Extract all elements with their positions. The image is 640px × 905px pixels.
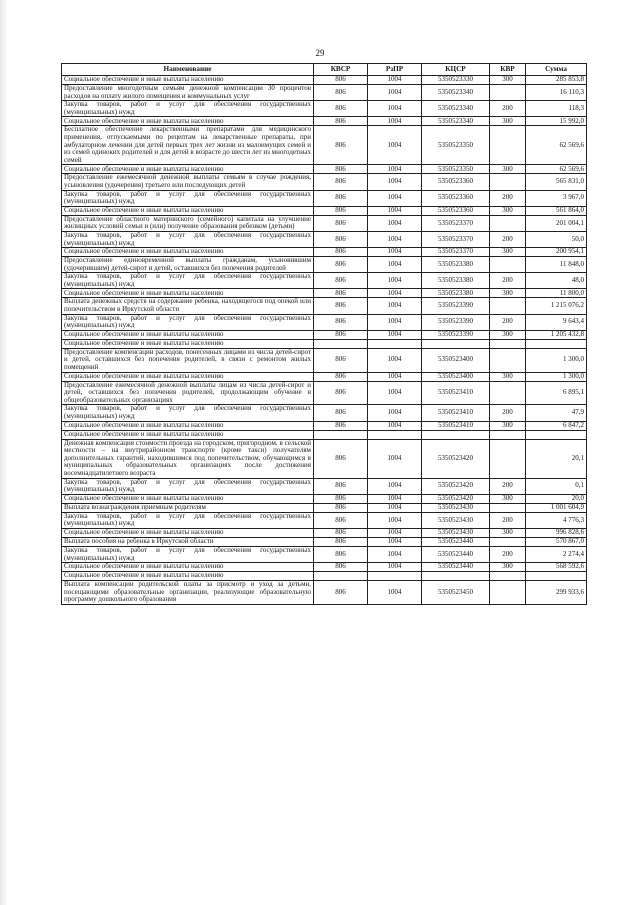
cell-rzpr: 1004 xyxy=(368,546,422,562)
cell-sum xyxy=(526,572,587,581)
cell-kvsr xyxy=(314,339,368,348)
header-kvr: КВР xyxy=(490,64,526,76)
cell-kvr: 300 xyxy=(490,117,526,126)
table-row xyxy=(62,101,587,117)
cell-name: Предоставление многодетным семьям денежной компенсации 30 процентов расходов на оплату жилого помещения и коммунальных услуг xyxy=(62,85,314,101)
cell-kvr: 300 xyxy=(490,248,526,257)
cell-ksr: 5350523340 xyxy=(422,101,490,117)
table-row xyxy=(62,381,587,405)
cell-rzpr: 1004 xyxy=(368,314,422,330)
cell-kvsr: 806 xyxy=(314,289,368,298)
cell-kvsr: 806 xyxy=(314,126,368,165)
cell-ksr: 5350523350 xyxy=(422,126,490,165)
cell-ksr: 5350523380 xyxy=(422,289,490,298)
cell-name: Закупка товаров, работ и услуг для обеспечения государственных (муниципальных) нужд xyxy=(62,405,314,421)
cell-name: Социальное обеспечение и иные выплаты населению xyxy=(62,165,314,174)
table-row xyxy=(62,439,587,478)
table-row xyxy=(62,298,587,314)
cell-ksr: 5350523350 xyxy=(422,165,490,174)
cell-kvr: 200 xyxy=(490,190,526,206)
cell-sum: 48,0 xyxy=(526,273,587,289)
cell-name: Закупка товаров, работ и услуг для обеспечения государственных (муниципальных) нужд xyxy=(62,273,314,289)
cell-sum: 1 205 432,8 xyxy=(526,330,587,339)
cell-kvr: 200 xyxy=(490,405,526,421)
cell-ksr: 5350523450 xyxy=(422,581,490,605)
cell-name: Социальное обеспечение и иные выплаты населению xyxy=(62,76,314,85)
table-row xyxy=(62,528,587,537)
cell-ksr xyxy=(422,339,490,348)
cell-kvsr: 806 xyxy=(314,206,368,215)
cell-ksr: 5350523420 xyxy=(422,478,490,494)
cell-kvsr: 806 xyxy=(314,190,368,206)
cell-rzpr: 1004 xyxy=(368,85,422,101)
cell-kvr xyxy=(490,126,526,165)
cell-kvsr: 806 xyxy=(314,528,368,537)
cell-ksr: 5350523400 xyxy=(422,372,490,381)
cell-kvsr: 806 xyxy=(314,478,368,494)
cell-kvr: 300 xyxy=(490,372,526,381)
table-row xyxy=(62,430,587,439)
cell-kvr xyxy=(490,537,526,546)
cell-ksr: 5350523360 xyxy=(422,206,490,215)
cell-sum: 285 853,8 xyxy=(526,76,587,85)
cell-sum: 561 864,0 xyxy=(526,206,587,215)
cell-sum: 1 300,0 xyxy=(526,372,587,381)
scan-edge-shadow xyxy=(0,0,8,905)
cell-kvsr: 806 xyxy=(314,381,368,405)
cell-sum: 1 215 076,2 xyxy=(526,298,587,314)
cell-sum xyxy=(526,430,587,439)
table-row xyxy=(62,330,587,339)
cell-ksr: 5350523330 xyxy=(422,76,490,85)
cell-kvr xyxy=(490,257,526,273)
table-row xyxy=(62,85,587,101)
cell-sum: 996 828,6 xyxy=(526,528,587,537)
cell-kvr xyxy=(490,339,526,348)
cell-kvr: 300 xyxy=(490,563,526,572)
cell-sum: 50,0 xyxy=(526,231,587,247)
cell-ksr: 5350523390 xyxy=(422,314,490,330)
cell-name: Выплата вознаграждения приемным родителям xyxy=(62,503,314,512)
cell-ksr: 5350523370 xyxy=(422,215,490,231)
table-row xyxy=(62,512,587,528)
cell-sum: 570 867,0 xyxy=(526,537,587,546)
cell-rzpr: 1004 xyxy=(368,126,422,165)
cell-kvr: 200 xyxy=(490,273,526,289)
cell-kvsr: 806 xyxy=(314,314,368,330)
cell-kvr xyxy=(490,581,526,605)
cell-ksr: 5350523340 xyxy=(422,117,490,126)
table-row xyxy=(62,503,587,512)
cell-kvr xyxy=(490,572,526,581)
cell-sum: 11 848,0 xyxy=(526,257,587,273)
cell-kvr: 300 xyxy=(490,494,526,503)
cell-sum: 565 831,0 xyxy=(526,174,587,190)
cell-name: Социальное обеспечение и иные выплаты населению xyxy=(62,421,314,430)
table-row xyxy=(62,494,587,503)
cell-kvr xyxy=(490,439,526,478)
cell-name: Бесплатное обеспечение лекарственными препаратами для медицинского применения, отпускаемыми по рецептам на лекарственные препараты, при амбулаторном лечении для детей первых трех лет жизни из малоимущих семей и из семей одиноких родителей и для детей в возрасте до шести лет из многодетных семей xyxy=(62,126,314,165)
cell-kvr: 200 xyxy=(490,314,526,330)
cell-kvsr: 806 xyxy=(314,348,368,372)
cell-kvsr: 806 xyxy=(314,257,368,273)
cell-sum xyxy=(526,339,587,348)
cell-kvr: 300 xyxy=(490,206,526,215)
cell-rzpr: 1004 xyxy=(368,421,422,430)
cell-kvsr: 806 xyxy=(314,298,368,314)
cell-kvsr: 806 xyxy=(314,503,368,512)
cell-ksr: 5350523440 xyxy=(422,563,490,572)
table-row xyxy=(62,206,587,215)
cell-kvr: 300 xyxy=(490,76,526,85)
table-row xyxy=(62,231,587,247)
cell-kvr xyxy=(490,215,526,231)
cell-kvr: 300 xyxy=(490,330,526,339)
cell-name: Социальное обеспечение и иные выплаты населению xyxy=(62,494,314,503)
header-ksr: КЦСР xyxy=(422,64,490,76)
cell-sum: 201 004,1 xyxy=(526,215,587,231)
cell-kvsr: 806 xyxy=(314,330,368,339)
table-row xyxy=(62,126,587,165)
page-number: 29 xyxy=(315,48,325,58)
cell-ksr: 5350523440 xyxy=(422,546,490,562)
header-sum: Сумма xyxy=(526,64,587,76)
cell-sum: 16 110,3 xyxy=(526,85,587,101)
cell-kvsr: 806 xyxy=(314,231,368,247)
cell-ksr: 5350523410 xyxy=(422,381,490,405)
cell-name: Социальное обеспечение и иные выплаты населению xyxy=(62,339,314,348)
cell-kvsr: 806 xyxy=(314,273,368,289)
cell-ksr: 5350523370 xyxy=(422,231,490,247)
table-row xyxy=(62,314,587,330)
cell-name: Денежная компенсация стоимости проезда на городском, пригородном, в сельской местности – на внутрирайонном транспорте (кроме такси) получателям дополнительных гарантий, находившимся под попечительством, обучающимся в муниципальных образовательных организациях после достижения восемнадцатилетнего возраста xyxy=(62,439,314,478)
cell-kvsr: 806 xyxy=(314,421,368,430)
cell-rzpr: 1004 xyxy=(368,330,422,339)
cell-kvsr: 806 xyxy=(314,405,368,421)
cell-kvr xyxy=(490,174,526,190)
cell-ksr: 5350523380 xyxy=(422,273,490,289)
cell-rzpr xyxy=(368,430,422,439)
cell-name: Социальное обеспечение и иные выплаты населению xyxy=(62,330,314,339)
cell-kvr xyxy=(490,503,526,512)
cell-rzpr: 1004 xyxy=(368,439,422,478)
cell-rzpr: 1004 xyxy=(368,494,422,503)
cell-sum: 20,0 xyxy=(526,494,587,503)
cell-rzpr xyxy=(368,572,422,581)
cell-name: Предоставление компенсации расходов, понесенных лицами из числа детей-сирот и детей, оставшихся без попечения родителей, в связи с ремонтом жилых помещений xyxy=(62,348,314,372)
cell-kvr xyxy=(490,348,526,372)
cell-kvsr xyxy=(314,430,368,439)
table-body xyxy=(62,76,587,605)
cell-ksr xyxy=(422,572,490,581)
cell-kvsr: 806 xyxy=(314,117,368,126)
header-rzpr: РзПР xyxy=(368,64,422,76)
header-kvsr: КВСР xyxy=(314,64,368,76)
cell-kvsr: 806 xyxy=(314,215,368,231)
cell-rzpr: 1004 xyxy=(368,563,422,572)
cell-sum: 2 274,4 xyxy=(526,546,587,562)
cell-name: Социальное обеспечение и иные выплаты населению xyxy=(62,563,314,572)
cell-sum: 1 001 604,9 xyxy=(526,503,587,512)
cell-rzpr: 1004 xyxy=(368,512,422,528)
cell-name: Выплата денежных средств на содержание ребенка, находящегося под опекой или попечительством в Иркутской области xyxy=(62,298,314,314)
cell-name: Закупка товаров, работ и услуг для обеспечения государственных (муниципальных) нужд xyxy=(62,231,314,247)
cell-ksr: 5350523390 xyxy=(422,330,490,339)
cell-kvr: 300 xyxy=(490,289,526,298)
cell-ksr: 5350523370 xyxy=(422,248,490,257)
table-row xyxy=(62,372,587,381)
cell-name: Закупка товаров, работ и услуг для обеспечения государственных (муниципальных) нужд xyxy=(62,190,314,206)
cell-sum: 9 643,4 xyxy=(526,314,587,330)
cell-rzpr: 1004 xyxy=(368,257,422,273)
cell-sum: 4 776,3 xyxy=(526,512,587,528)
cell-sum: 47,9 xyxy=(526,405,587,421)
cell-sum: 15 992,0 xyxy=(526,117,587,126)
cell-kvsr: 806 xyxy=(314,372,368,381)
cell-kvsr: 806 xyxy=(314,76,368,85)
cell-ksr: 5350523420 xyxy=(422,494,490,503)
cell-name: Предоставление ежемесячной денежной выплаты лицам из числа детей-сирот и детей, оставшихся без попечения родителей, продолжающим обучение в общеобразовательных организациях xyxy=(62,381,314,405)
cell-name: Социальное обеспечение и иные выплаты населению xyxy=(62,430,314,439)
cell-ksr: 5350523390 xyxy=(422,298,490,314)
cell-kvsr: 806 xyxy=(314,248,368,257)
cell-rzpr: 1004 xyxy=(368,405,422,421)
cell-rzpr: 1004 xyxy=(368,117,422,126)
cell-rzpr: 1004 xyxy=(368,231,422,247)
cell-sum: 6 895,1 xyxy=(526,381,587,405)
cell-name: Социальное обеспечение и иные выплаты населению xyxy=(62,289,314,298)
cell-kvr: 200 xyxy=(490,512,526,528)
cell-name: Социальное обеспечение и иные выплаты населению xyxy=(62,372,314,381)
cell-rzpr: 1004 xyxy=(368,190,422,206)
cell-sum: 62 569,6 xyxy=(526,126,587,165)
cell-name: Закупка товаров, работ и услуг для обеспечения государственных (муниципальных) нужд xyxy=(62,478,314,494)
cell-name: Закупка товаров, работ и услуг для обеспечения государственных (муниципальных) нужд xyxy=(62,314,314,330)
cell-ksr: 5350523430 xyxy=(422,512,490,528)
cell-kvsr: 806 xyxy=(314,563,368,572)
cell-rzpr: 1004 xyxy=(368,289,422,298)
cell-rzpr: 1004 xyxy=(368,248,422,257)
cell-ksr: 5350523430 xyxy=(422,503,490,512)
table-row xyxy=(62,257,587,273)
cell-sum: 299 933,6 xyxy=(526,581,587,605)
cell-rzpr: 1004 xyxy=(368,348,422,372)
cell-rzpr xyxy=(368,339,422,348)
cell-name: Социальное обеспечение и иные выплаты населению xyxy=(62,248,314,257)
cell-name: Социальное обеспечение и иные выплаты населению xyxy=(62,572,314,581)
table-row xyxy=(62,215,587,231)
cell-ksr: 5350523410 xyxy=(422,405,490,421)
cell-ksr: 5350523360 xyxy=(422,190,490,206)
cell-ksr: 5350523340 xyxy=(422,85,490,101)
cell-rzpr: 1004 xyxy=(368,273,422,289)
cell-rzpr: 1004 xyxy=(368,528,422,537)
cell-kvr xyxy=(490,430,526,439)
cell-sum: 6 847,2 xyxy=(526,421,587,430)
cell-rzpr: 1004 xyxy=(368,537,422,546)
cell-sum: 62 569,6 xyxy=(526,165,587,174)
table-row xyxy=(62,478,587,494)
table-row xyxy=(62,273,587,289)
cell-sum: 3 967,0 xyxy=(526,190,587,206)
cell-kvsr xyxy=(314,572,368,581)
cell-kvr xyxy=(490,85,526,101)
cell-name: Социальное обеспечение и иные выплаты населению xyxy=(62,117,314,126)
cell-kvr xyxy=(490,381,526,405)
table-row xyxy=(62,546,587,562)
cell-ksr: 5350523380 xyxy=(422,257,490,273)
cell-sum: 200 954,1 xyxy=(526,248,587,257)
cell-name: Закупка товаров, работ и услуг для обеспечения государственных (муниципальных) нужд xyxy=(62,101,314,117)
cell-kvr: 300 xyxy=(490,528,526,537)
cell-kvr: 200 xyxy=(490,231,526,247)
cell-kvsr: 806 xyxy=(314,581,368,605)
cell-rzpr: 1004 xyxy=(368,503,422,512)
cell-name: Закупка товаров, работ и услуг для обеспечения государственных (муниципальных) нужд xyxy=(62,512,314,528)
cell-name: Предоставление областного материнского (семейного) капитала на улучшение жилищных условий семьи и (или) получение образования ребенком (детьми) xyxy=(62,215,314,231)
cell-kvr: 300 xyxy=(490,421,526,430)
cell-rzpr: 1004 xyxy=(368,206,422,215)
cell-name: Предоставление ежемесячной денежной выплаты семьям в случае рождения, усыновления (удочерения) третьего или последующих детей xyxy=(62,174,314,190)
table-row xyxy=(62,348,587,372)
cell-name: Социальное обеспечение и иные выплаты населению xyxy=(62,206,314,215)
cell-rzpr: 1004 xyxy=(368,165,422,174)
cell-kvsr: 806 xyxy=(314,546,368,562)
cell-ksr: 5350523410 xyxy=(422,421,490,430)
table-row xyxy=(62,581,587,605)
cell-name: Предоставление единовременной выплаты гражданам, усыновившим (удочерившим) детей-сирот и детей, оставшихся без попечения родителей xyxy=(62,257,314,273)
cell-ksr: 5350523400 xyxy=(422,348,490,372)
table-row xyxy=(62,174,587,190)
cell-rzpr: 1004 xyxy=(368,76,422,85)
cell-sum: 0,1 xyxy=(526,478,587,494)
cell-rzpr: 1004 xyxy=(368,372,422,381)
cell-sum: 118,3 xyxy=(526,101,587,117)
header-name: Наименование xyxy=(62,64,314,76)
cell-rzpr: 1004 xyxy=(368,478,422,494)
table-row xyxy=(62,190,587,206)
cell-kvr xyxy=(490,298,526,314)
cell-name: Социальное обеспечение и иные выплаты населению xyxy=(62,528,314,537)
cell-rzpr: 1004 xyxy=(368,215,422,231)
cell-kvsr: 806 xyxy=(314,494,368,503)
cell-name: Закупка товаров, работ и услуг для обеспечения государственных (муниципальных) нужд xyxy=(62,546,314,562)
cell-rzpr: 1004 xyxy=(368,298,422,314)
cell-kvsr: 806 xyxy=(314,439,368,478)
cell-ksr: 5350523420 xyxy=(422,439,490,478)
cell-kvsr: 806 xyxy=(314,512,368,528)
cell-ksr: 5350523360 xyxy=(422,174,490,190)
cell-name: Выплата компенсации родительской платы за присмотр и уход за детьми, посещающими образовательные организации, реализующие образовательную программу дошкольного образования xyxy=(62,581,314,605)
cell-rzpr: 1004 xyxy=(368,174,422,190)
cell-kvr: 200 xyxy=(490,546,526,562)
table-row xyxy=(62,421,587,430)
cell-rzpr: 1004 xyxy=(368,581,422,605)
cell-kvr: 200 xyxy=(490,101,526,117)
cell-ksr xyxy=(422,430,490,439)
cell-kvsr: 806 xyxy=(314,174,368,190)
cell-ksr: 5350523440 xyxy=(422,537,490,546)
cell-sum: 1 300,0 xyxy=(526,348,587,372)
cell-rzpr: 1004 xyxy=(368,101,422,117)
cell-kvr: 300 xyxy=(490,165,526,174)
cell-sum: 20,1 xyxy=(526,439,587,478)
cell-sum: 11 800,0 xyxy=(526,289,587,298)
table-row xyxy=(62,563,587,572)
table-row xyxy=(62,405,587,421)
cell-kvsr: 806 xyxy=(314,85,368,101)
cell-kvsr: 806 xyxy=(314,537,368,546)
cell-kvr: 200 xyxy=(490,478,526,494)
cell-rzpr: 1004 xyxy=(368,381,422,405)
cell-sum: 568 592,6 xyxy=(526,563,587,572)
table-header-row xyxy=(62,64,587,76)
cell-name: Выплата пособия на ребенка в Иркутской области xyxy=(62,537,314,546)
cell-kvsr: 806 xyxy=(314,165,368,174)
budget-table xyxy=(61,63,587,605)
table-row xyxy=(62,339,587,348)
cell-kvsr: 806 xyxy=(314,101,368,117)
cell-ksr: 5350523430 xyxy=(422,528,490,537)
